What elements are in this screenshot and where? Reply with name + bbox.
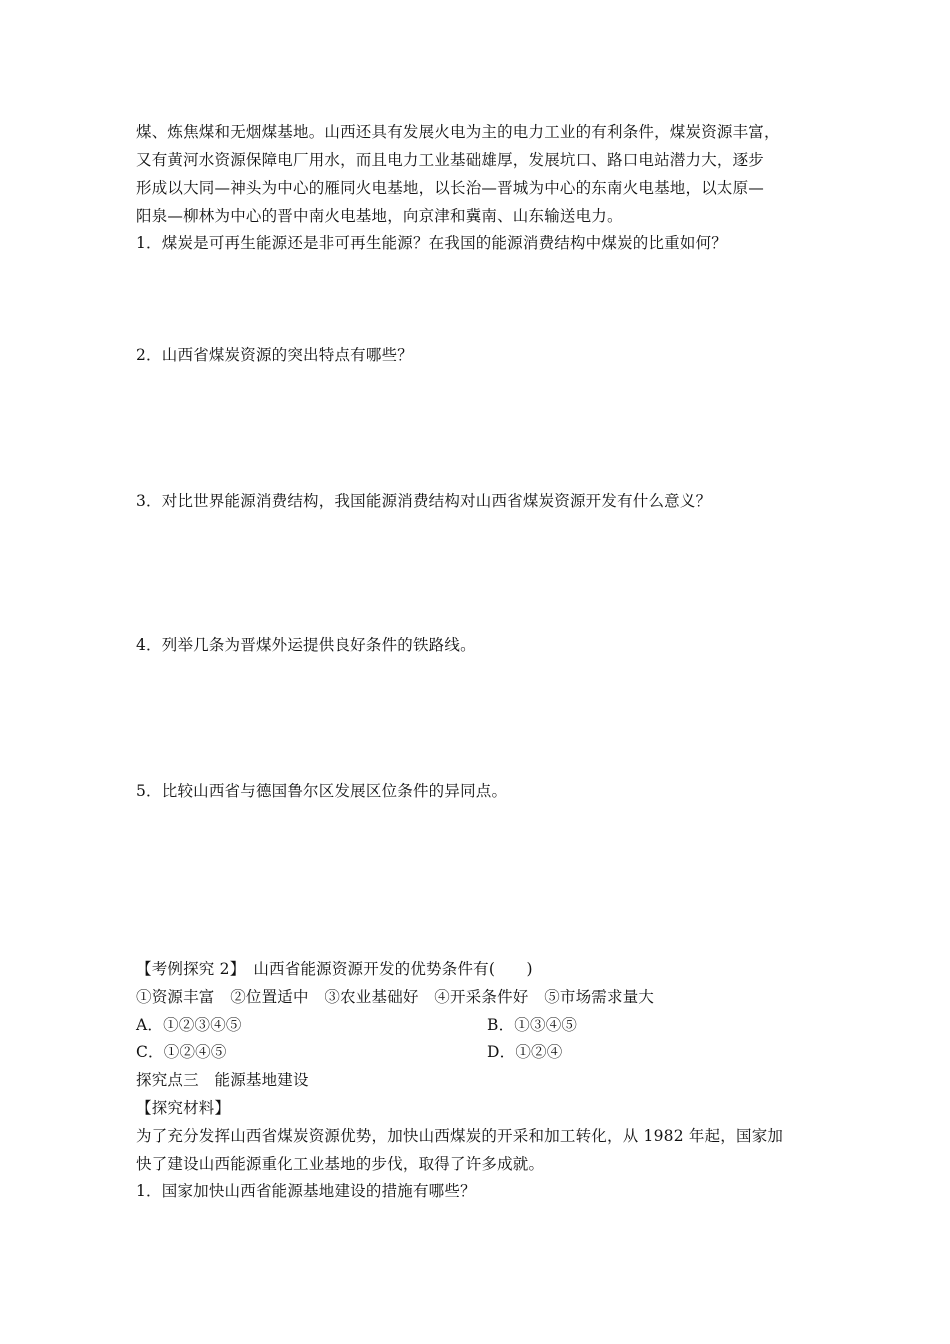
intro-line-2: 又有黄河水资源保障电厂用水，而且电力工业基础雄厚，发展坑口、路口电站潜力大，逐步 bbox=[136, 151, 765, 169]
question-3: 3．对比世界能源消费结构，我国能源消费结构对山西省煤炭资源开发有什么意义？ bbox=[136, 492, 712, 510]
question-2: 2．山西省煤炭资源的突出特点有哪些？ bbox=[136, 346, 413, 364]
section-question-1: 1．国家加快山西省能源基地建设的措施有哪些？ bbox=[136, 1182, 476, 1200]
material-line-1: 为了充分发挥山西省煤炭资源优势，加快山西煤炭的开采和加工转化，从 1982 年起，国家加 bbox=[136, 1127, 784, 1145]
example-conditions: ①资源丰富 ②位置适中 ③农业基础好 ④开采条件好 ⑤市场需求量大 bbox=[136, 988, 655, 1006]
intro-line-1: 煤、炼焦煤和无烟煤基地。山西还具有发展火电为主的电力工业的有利条件，煤炭资源丰富， bbox=[136, 123, 780, 141]
option-b: B．①③④⑤ bbox=[487, 1016, 578, 1034]
question-4: 4．列举几条为晋煤外运提供良好条件的铁路线。 bbox=[136, 636, 476, 654]
intro-line-3: 形成以大同—神头为中心的雁同火电基地，以长治—晋城为中心的东南火电基地，以太原— bbox=[136, 179, 765, 197]
material-label: 【探究材料】 bbox=[136, 1099, 231, 1117]
option-d: D．①②④ bbox=[487, 1043, 563, 1061]
example-heading: 【考例探究 2】 山西省能源资源开发的优势条件有( ) bbox=[136, 960, 533, 978]
question-5: 5．比较山西省与德国鲁尔区发展区位条件的异同点。 bbox=[136, 782, 508, 800]
section-title: 探究点三 能源基地建设 bbox=[136, 1071, 309, 1089]
option-a: A．①②③④⑤ bbox=[136, 1016, 242, 1034]
intro-line-4: 阳泉—柳林为中心的晋中南火电基地，向京津和冀南、山东输送电力。 bbox=[136, 207, 623, 225]
option-c: C．①②④⑤ bbox=[136, 1043, 227, 1061]
material-line-2: 快了建设山西能源重化工业基地的步伐，取得了许多成就。 bbox=[136, 1155, 545, 1173]
question-1: 1．煤炭是可再生能源还是非可再生能源？在我国的能源消费结构中煤炭的比重如何？ bbox=[136, 234, 727, 252]
